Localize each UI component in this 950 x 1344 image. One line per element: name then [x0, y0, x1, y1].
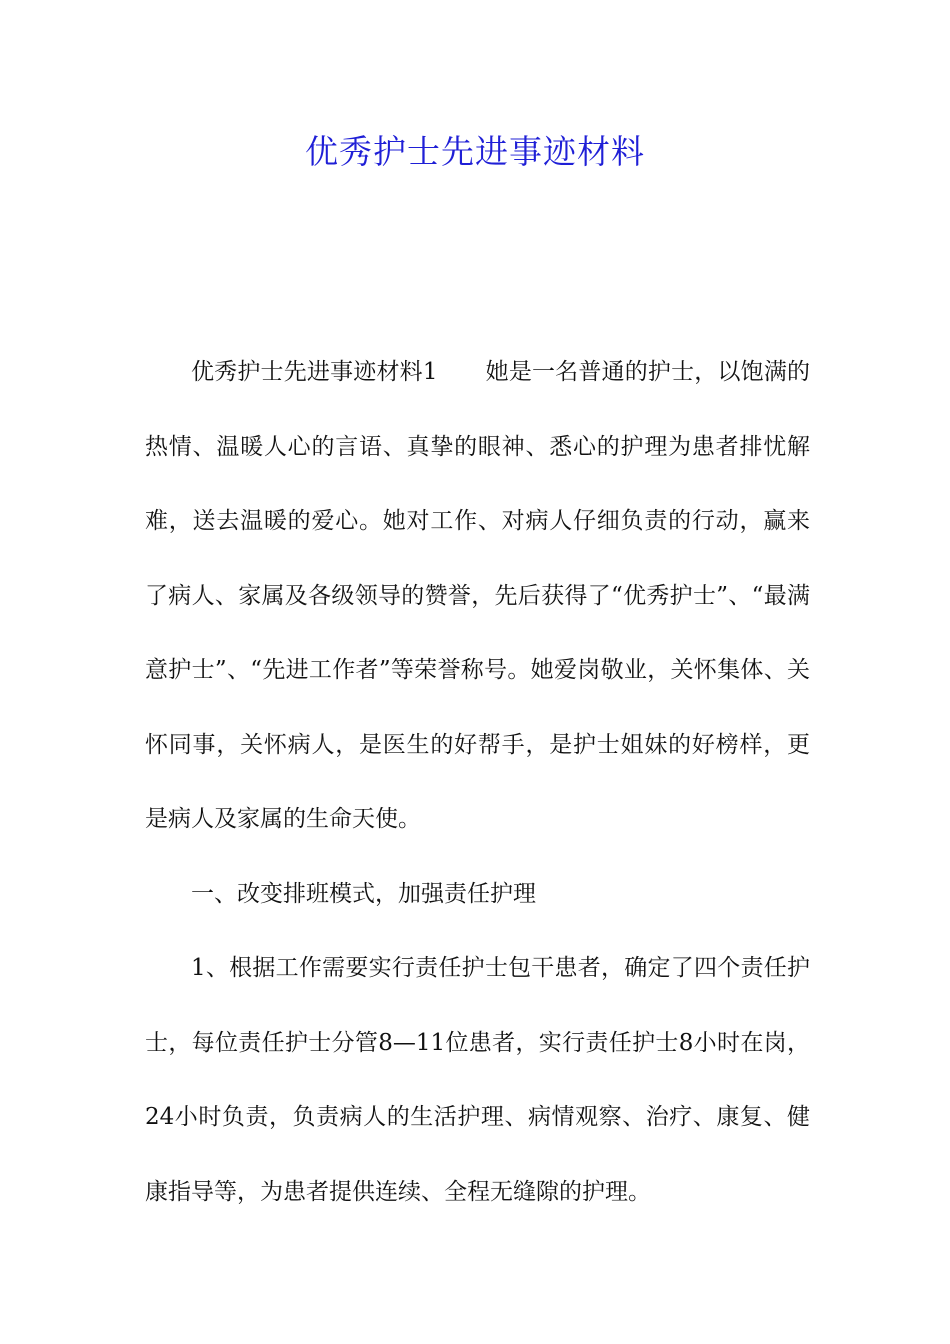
document-title: 优秀护士先进事迹材料: [305, 132, 645, 171]
document-body: [145, 335, 810, 1229]
paragraph-item-1: 1、根据工作需要实行责任护士包干患者，确定了四个责任护士，每位责任护士分管8—11位患者，实行责任护士8小时在岗，24小时负责，负责病人的生活护理、病情观察、治疗、康复、健康指导等，为患者提供连续、全程无缝隙的护理。: [145, 955, 810, 1205]
paragraph-lead: 优秀护士先进事迹材料1: [191, 359, 438, 385]
paragraph-intro: [145, 335, 810, 857]
paragraph-intro-text: 她是一名普通的护士，以饱满的热情、温暖人心的言语、真挚的眼神、悉心的护理为患者排忧解难，送去温暖的爱心。她对工作、对病人仔细负责的行动，赢来了病人、家属及各级领导的赞誉，先后获得了“优秀护士”、“最满意护士”、“先进工作者”等荣誉称号。她爱岗敬业，关怀集体、关怀同事，关怀病人，是医生的好帮手，是护士姐妹的好榜样，更是病人及家属的生命天使。: [145, 359, 810, 832]
section-heading: 一、改变排班模式，加强责任护理: [191, 880, 536, 907]
